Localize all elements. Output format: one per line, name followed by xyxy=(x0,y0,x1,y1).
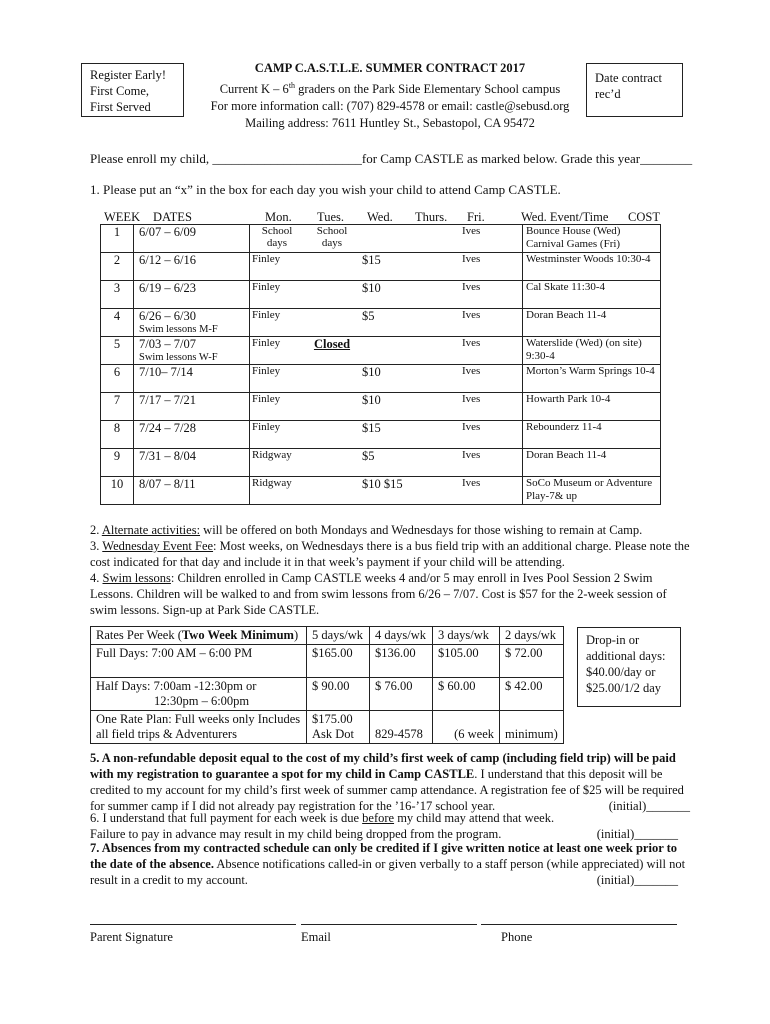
wed-event-cell: Waterslide (Wed) (on site) 9:30-4 xyxy=(523,337,661,365)
thursday-cell[interactable] xyxy=(414,309,460,337)
wednesday-cell[interactable]: $15 xyxy=(360,253,414,281)
rates-one-label: One Rate Plan: Full weeks only Includes all field trips & Adventurers xyxy=(91,711,307,744)
thursday-cell[interactable] xyxy=(414,337,460,365)
friday-cell[interactable]: Ives xyxy=(460,421,523,449)
col-mon: Mon. xyxy=(265,210,292,224)
para-absences: 7. Absences from my contracted schedule can only be credited if I give written notice at least one week prior to the date of the absence. Absence notifications called-in or given verbally to a staff person (while appreciated) will not result in a credit to my account. (initial)_______ xyxy=(90,841,686,887)
rates-full-2: $ 72.00 xyxy=(500,645,564,678)
header-address-line: Mailing address: 7611 Huntley St., Sebastopol, CA 95472 xyxy=(245,116,535,131)
wed-event-cell: Rebounderz 11-4 xyxy=(523,421,661,449)
date-received-box xyxy=(586,63,683,117)
monday-cell[interactable]: Finley xyxy=(250,309,305,337)
monday-cell[interactable]: Ridgway xyxy=(250,449,305,477)
week-dates: 7/24 – 7/28 xyxy=(134,421,250,449)
week-dates: 8/07 – 8/11 xyxy=(134,477,250,505)
tuesday-cell[interactable] xyxy=(304,421,360,449)
week-number: 2 xyxy=(101,253,134,281)
friday-cell[interactable]: Ives xyxy=(460,225,523,253)
friday-cell[interactable]: Ives xyxy=(460,393,523,421)
monday-cell[interactable]: Finley xyxy=(250,253,305,281)
week-number: 4 xyxy=(101,309,134,337)
wednesday-cell[interactable] xyxy=(360,337,414,365)
document-header xyxy=(180,60,600,132)
schedule-row xyxy=(101,253,661,281)
wed-event-cell: Doran Beach 11-4 xyxy=(523,449,661,477)
enroll-line: Please enroll my child, _______________________for Camp CASTLE as marked below. Grade this year________ xyxy=(90,151,693,166)
week-number: 9 xyxy=(101,449,134,477)
col-event: Wed. Event/Time xyxy=(521,210,609,224)
rates-col-4: 4 days/wk xyxy=(370,627,433,645)
wed-event-cell: Bounce House (Wed) Carnival Games (Fri) xyxy=(523,225,661,253)
dropin-line4: $25.00/1/2 day xyxy=(586,681,661,695)
rates-full-5: $165.00 xyxy=(307,645,370,678)
week-number: 6 xyxy=(101,365,134,393)
rates-one-price: $175.00 Ask Dot xyxy=(307,711,370,744)
friday-cell[interactable]: Ives xyxy=(460,477,523,505)
tuesday-cell[interactable] xyxy=(304,309,360,337)
rates-half-2: $ 42.00 xyxy=(500,678,564,711)
thursday-cell[interactable] xyxy=(414,253,460,281)
week-number: 3 xyxy=(101,281,134,309)
date-received-line1: Date contract xyxy=(595,71,662,85)
rates-half-label: Half Days: 7:00am -12:30pm or 12:30pm – 6:00pm xyxy=(91,678,307,711)
monday-cell[interactable]: Finley xyxy=(250,337,305,365)
register-early-box xyxy=(81,63,184,117)
rates-full-label: Full Days: 7:00 AM – 6:00 PM xyxy=(91,645,307,678)
tuesday-cell[interactable] xyxy=(304,365,360,393)
dropin-box xyxy=(577,627,681,707)
wednesday-cell[interactable]: $10 xyxy=(360,281,414,309)
rates-title: Rates Per Week (Two Week Minimum) xyxy=(91,627,307,645)
tuesday-cell[interactable] xyxy=(304,253,360,281)
schedule-row xyxy=(101,477,661,505)
rates-one-plan-row xyxy=(91,711,564,744)
tuesday-cell[interactable]: Closed xyxy=(304,337,360,365)
para-swim-lessons: 4. Swim lessons: Children enrolled in Camp CASTLE weeks 4 and/or 5 may enroll in Ives Pool Session 2 Swim Lessons. Children will be walked to and from swim lessons from 6/26 – 7/07. Cost is $57 for the 2-week session of swim lessons. Sign-up at Park Side CASTLE. xyxy=(90,571,667,617)
col-tue: Tues. xyxy=(317,210,344,224)
week-dates: 6/26 – 6/30 Swim lessons M-F xyxy=(134,309,250,337)
tuesday-cell[interactable] xyxy=(304,281,360,309)
schedule-row xyxy=(101,225,661,253)
para-alternate-activities: 2. Alternate activities: will be offered on both Mondays and Wednesdays for those wishing to remain at Camp. xyxy=(90,523,643,537)
week-number: 7 xyxy=(101,393,134,421)
col-week: WEEK xyxy=(104,210,141,224)
schedule-row xyxy=(101,449,661,477)
friday-cell[interactable]: Ives xyxy=(460,449,523,477)
wed-event-cell: Howarth Park 10-4 xyxy=(523,393,661,421)
wednesday-cell[interactable] xyxy=(360,225,414,253)
monday-cell[interactable]: Ridgway xyxy=(250,477,305,505)
monday-cell[interactable]: Finley xyxy=(250,365,305,393)
thursday-cell[interactable] xyxy=(414,225,460,253)
wed-event-cell: Doran Beach 11-4 xyxy=(523,309,661,337)
phone-label: Phone xyxy=(501,930,533,944)
schedule-row xyxy=(101,309,661,337)
col-fri: Fri. xyxy=(467,210,485,224)
tuesday-cell[interactable] xyxy=(304,449,360,477)
dropin-line1: Drop-in or xyxy=(586,633,640,647)
week-dates: 6/07 – 6/09 xyxy=(134,225,250,253)
thursday-cell[interactable] xyxy=(414,281,460,309)
wednesday-cell[interactable]: $10 xyxy=(360,365,414,393)
rates-table xyxy=(90,626,564,744)
wednesday-cell[interactable]: $15 xyxy=(360,421,414,449)
tuesday-cell[interactable]: School days xyxy=(304,225,360,253)
week-number: 8 xyxy=(101,421,134,449)
rates-half-5: $ 90.00 xyxy=(307,678,370,711)
dropin-line3: $40.00/day or xyxy=(586,665,656,679)
col-dates: DATES xyxy=(153,210,192,224)
schedule-row xyxy=(101,365,661,393)
register-early-line3: First Served xyxy=(90,100,151,114)
wednesday-cell[interactable]: $5 xyxy=(360,309,414,337)
rates-half-3: $ 60.00 xyxy=(433,678,500,711)
col-cost: COST xyxy=(628,210,660,224)
rates-half-row xyxy=(91,678,564,711)
para-wednesday-fee: 3. Wednesday Event Fee: Most weeks, on Wednesdays there is a bus field trip with an additional charge. Please note the cost indicated for that day and include it in that week’s payment if your child will be attending. xyxy=(90,539,690,569)
friday-cell[interactable]: Ives xyxy=(460,281,523,309)
register-early-line1: Register Early! xyxy=(90,68,167,82)
thursday-cell[interactable] xyxy=(414,393,460,421)
tuesday-cell[interactable] xyxy=(304,393,360,421)
rates-half-4: $ 76.00 xyxy=(370,678,433,711)
wed-event-cell: Morton’s Warm Springs 10-4 xyxy=(523,365,661,393)
parent-signature-line[interactable] xyxy=(90,924,296,925)
col-wed: Wed. xyxy=(367,210,393,224)
wed-event-cell: SoCo Museum or Adventure Play-7& up xyxy=(523,477,661,505)
schedule-row xyxy=(101,337,661,365)
rates-col-5: 5 days/wk xyxy=(307,627,370,645)
week-dates: 7/10– 7/14 xyxy=(134,365,250,393)
monday-cell[interactable]: Finley xyxy=(250,421,305,449)
week-number: 1 xyxy=(101,225,134,253)
thursday-cell[interactable] xyxy=(414,421,460,449)
rates-header-row xyxy=(91,627,564,645)
week-dates: 7/03 – 7/07 Swim lessons W-F xyxy=(134,337,250,365)
wednesday-cell[interactable]: $5 xyxy=(360,449,414,477)
monday-cell[interactable]: Finley xyxy=(250,281,305,309)
instruction-1: 1. Please put an “x” in the box for each day you wish your child to attend Camp CASTLE. xyxy=(90,182,561,197)
monday-cell[interactable]: Finley xyxy=(250,393,305,421)
week-number: 10 xyxy=(101,477,134,505)
schedule-row xyxy=(101,281,661,309)
document-title: CAMP C.A.S.T.L.E. SUMMER CONTRACT 2017 xyxy=(254,61,526,75)
wednesday-cell[interactable]: $10 xyxy=(360,393,414,421)
wed-event-cell: Westminster Woods 10:30-4 xyxy=(523,253,661,281)
schedule-row xyxy=(101,421,661,449)
date-received-line2: rec’d xyxy=(595,87,621,101)
friday-cell[interactable]: Ives xyxy=(460,253,523,281)
para-deposit: 5. A non-refundable deposit equal to the cost of my child’s first week of camp (including field trip) will be paid with my registration to guarantee a spot for my child in Camp CASTLE. I understand that this deposit will be credited to my account for my child’s first week of summer camp attendance. A registration fee of $25 will be required for summer camp if I did not already pay registration for the ’16-’17 school year. (initial)_______ xyxy=(90,751,690,813)
week-dates: 6/19 – 6/23 xyxy=(134,281,250,309)
week-dates: 7/17 – 7/21 xyxy=(134,393,250,421)
friday-cell[interactable]: Ives xyxy=(460,337,523,365)
header-contact-line: For more information call: (707) 829-4578 or email: castle@sebusd.org xyxy=(210,99,570,114)
thursday-cell[interactable] xyxy=(414,365,460,393)
week-number: 5 xyxy=(101,337,134,365)
rates-col-2: 2 days/wk xyxy=(500,627,564,645)
thursday-cell[interactable] xyxy=(414,449,460,477)
rates-full-row xyxy=(91,645,564,678)
col-thu: Thurs. xyxy=(415,210,448,224)
register-early-line2: First Come, xyxy=(90,84,150,98)
wed-event-cell: Cal Skate 11:30-4 xyxy=(523,281,661,309)
week-dates: 7/31 – 8/04 xyxy=(134,449,250,477)
dropin-line2: additional days: xyxy=(586,649,666,663)
email-label: Email xyxy=(301,930,331,944)
parent-signature-label: Parent Signature xyxy=(90,930,173,944)
rates-full-3: $105.00 xyxy=(433,645,500,678)
friday-cell[interactable]: Ives xyxy=(460,309,523,337)
tuesday-cell[interactable] xyxy=(304,477,360,505)
rates-one-phone: 829-4578 xyxy=(370,711,433,744)
rates-one-week: (6 week xyxy=(433,711,500,744)
schedule-row xyxy=(101,393,661,421)
rates-one-min: minimum) xyxy=(500,711,564,744)
week-dates: 6/12 – 6/16 xyxy=(134,253,250,281)
phone-line[interactable] xyxy=(481,924,677,925)
email-line[interactable] xyxy=(301,924,477,925)
thursday-cell[interactable] xyxy=(414,477,460,505)
monday-cell[interactable]: School days xyxy=(250,225,305,253)
rates-full-4: $136.00 xyxy=(370,645,433,678)
header-grades-line: Current K – 6th graders on the Park Side Elementary School campus xyxy=(219,81,561,97)
rates-col-3: 3 days/wk xyxy=(433,627,500,645)
wednesday-cell[interactable]: $10 $15 xyxy=(360,477,414,505)
para-full-payment: 6. I understand that full payment for each week is due before my child may attend that week. Failure to pay in advance may result in my child being dropped from the program. (initial)_______ xyxy=(90,811,678,841)
friday-cell[interactable]: Ives xyxy=(460,365,523,393)
schedule-table xyxy=(100,224,661,505)
